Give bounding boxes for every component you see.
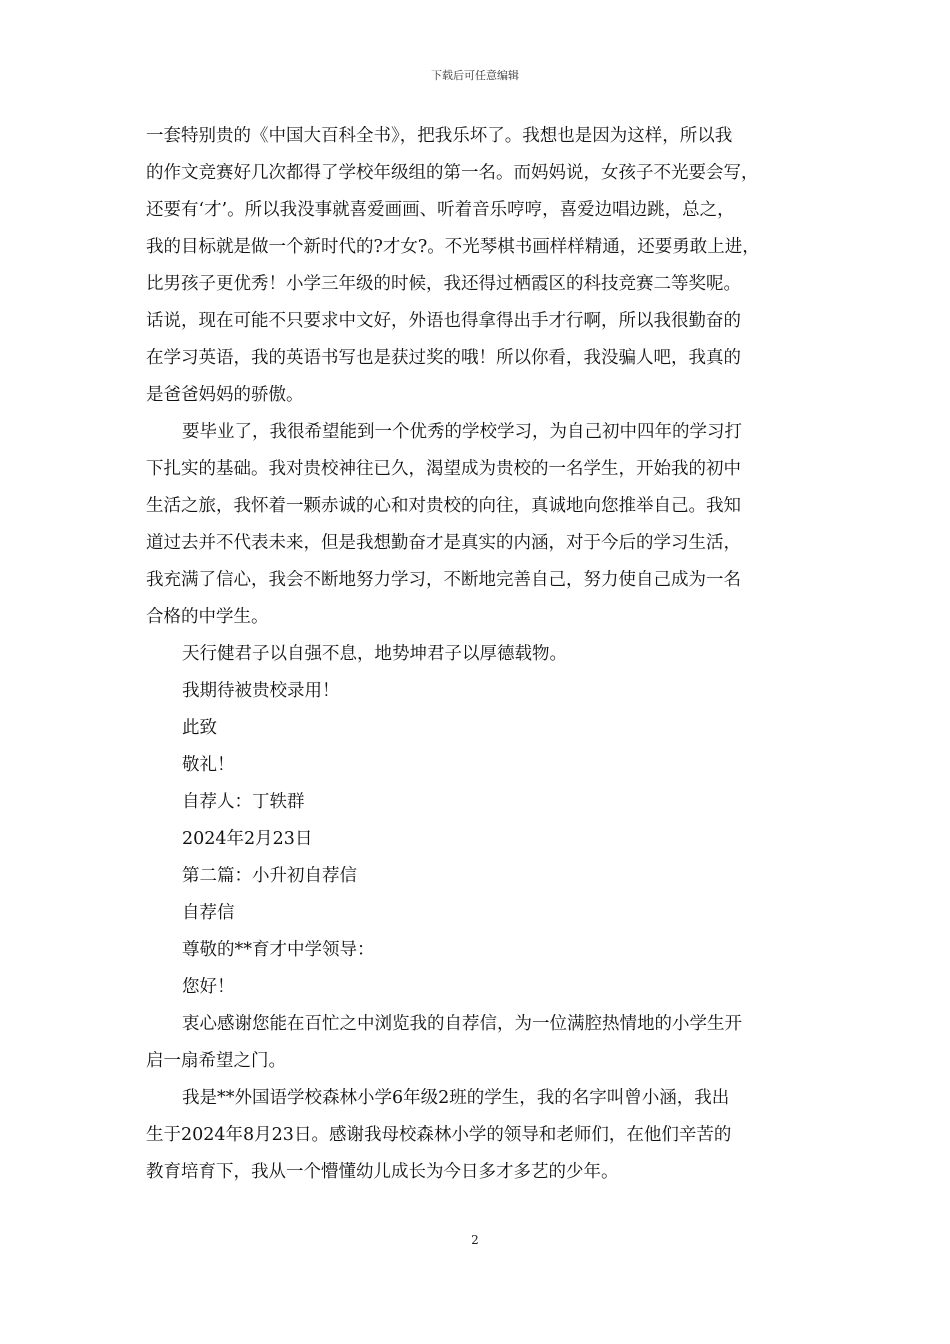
paragraph-start-line: 要毕业了，我很希望能到一个优秀的学校学习，为自己初中四年的学习打 [182, 422, 742, 442]
salutation-jingli: 敬礼！ [182, 755, 235, 775]
closing-line: 我期待被贵校录用！ [182, 681, 340, 701]
text-line: 的作文竞赛好几次都得了学校年级组的第一名。而妈妈说，女孩子不光要会写， [146, 163, 759, 183]
text-line: 话说，现在可能不只要求中文好，外语也得拿得出手才行啊，所以我很勤奋的 [146, 311, 741, 331]
salutation-cizhi: 此致 [182, 718, 217, 738]
text-line: 生于2024年8月23日。感谢我母校森林小学的领导和老师们，在他们辛苦的 [146, 1125, 732, 1145]
text-line: 道过去并不代表未来，但是我想勤奋才是真实的内涵，对于今后的学习生活， [146, 533, 741, 553]
page-number: 2 [471, 1233, 479, 1247]
motto-line: 天行健君子以自强不息，地势坤君子以厚德载物。 [182, 644, 567, 664]
date-line: 2024年2月23日 [182, 829, 313, 849]
text-line: 比男孩子更优秀！小学三年级的时候，我还得过栖霞区的科技竞赛二等奖呢。 [146, 274, 741, 294]
text-line: 下扎实的基础。我对贵校神往已久，渴望成为贵校的一名学生，开始我的初中 [146, 459, 741, 479]
text-line: 是爸爸妈妈的骄傲。 [146, 385, 304, 405]
page-header: 下载后可任意编辑 [431, 69, 519, 82]
text-line: 在学习英语，我的英语书写也是获过奖的哦！所以你看，我没骗人吧，我真的 [146, 348, 741, 368]
text-line: 一套特别贵的《中国大百科全书》，把我乐坏了。我想也是因为这样，所以我 [146, 126, 733, 146]
section-title: 第二篇：小升初自荐信 [182, 866, 357, 886]
text-line: 我的目标就是做一个新时代的?才女?。不光琴棋书画样样精通，还要勇敢上进， [146, 237, 760, 257]
text-line: 启一扇希望之门。 [146, 1051, 286, 1071]
text-line: 合格的中学生。 [146, 607, 269, 627]
greeting-recipient: 尊敬的**育才中学领导： [182, 940, 375, 960]
paragraph-start-line: 衷心感谢您能在百忙之中浏览我的自荐信，为一位满腔热情地的小学生开 [182, 1014, 742, 1034]
text-line: 生活之旅，我怀着一颗赤诚的心和对贵校的向往，真诚地向您推举自己。我知 [146, 496, 741, 516]
letter-title: 自荐信 [182, 903, 235, 923]
signature-line: 自荐人：丁轶群 [182, 792, 305, 812]
text-line: 教育培育下，我从一个懵懂幼儿成长为今日多才多艺的少年。 [146, 1162, 619, 1182]
text-line: 还要有‘才’。所以我没事就喜爱画画、听着音乐哼哼，喜爱边唱边跳，总之， [146, 200, 735, 220]
text-line: 我充满了信心，我会不断地努力学习，不断地完善自己，努力使自己成为一名 [146, 570, 741, 590]
paragraph-start-line: 我是**外国语学校森林小学6年级2班的学生，我的名字叫曾小涵，我出 [182, 1088, 730, 1108]
greeting-hello: 您好！ [182, 977, 235, 997]
document-body [146, 118, 808, 1191]
